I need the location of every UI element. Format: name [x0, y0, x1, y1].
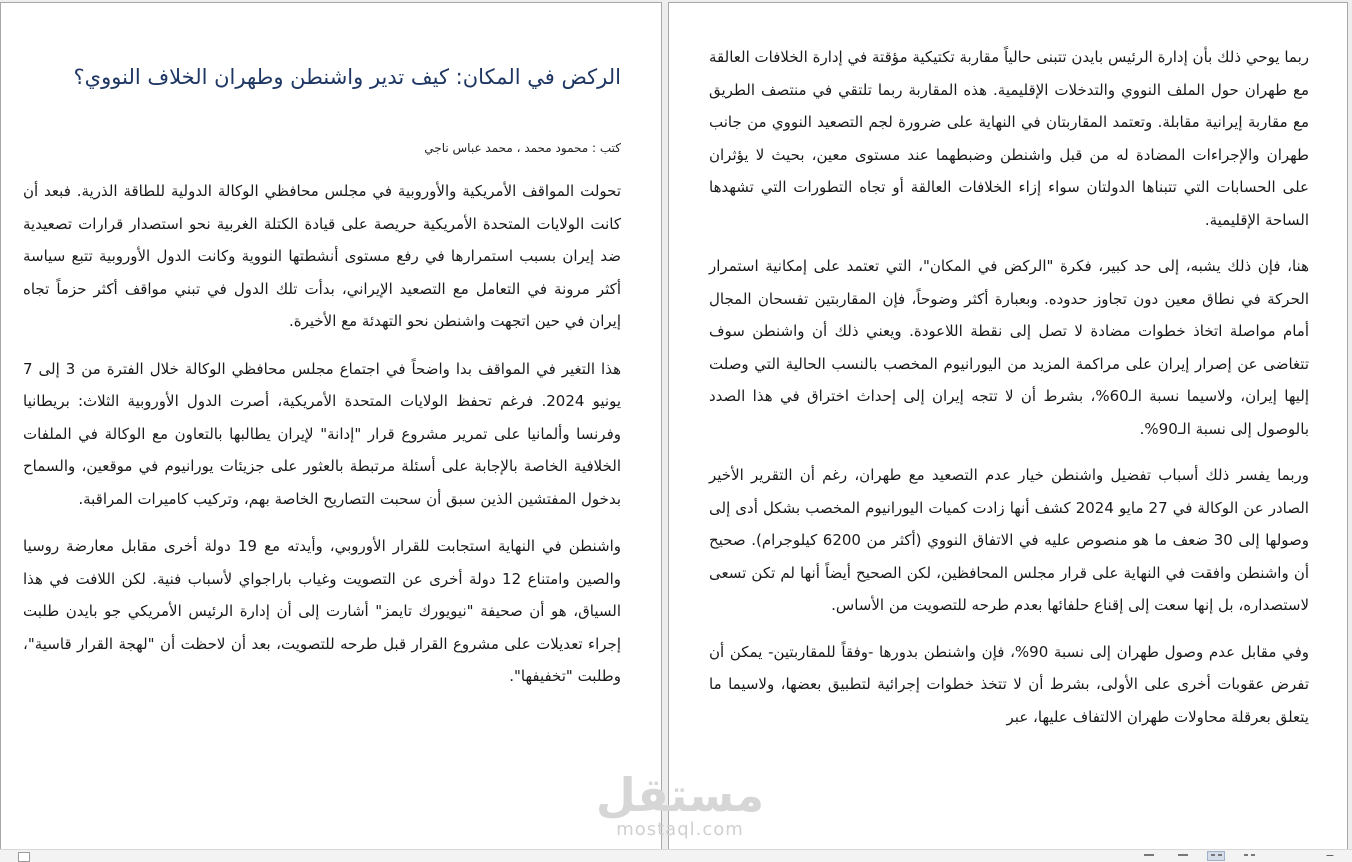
watermark-logo: مستقل	[595, 768, 765, 822]
document-page-left	[0, 2, 662, 850]
watermark-url: mostaql.com	[616, 819, 744, 840]
view-glyph	[1218, 854, 1222, 862]
view-glyph	[1144, 854, 1154, 862]
status-page-icon[interactable]	[18, 852, 30, 862]
status-bar	[0, 849, 1352, 862]
body-paragraph: هنا، فإن ذلك يشبه، إلى حد كبير، فكرة "الركض في المكان"، التي تعتمد على إمكانية استمرار الحركة في نطاق معين دون تجاوز حدوده. وبعبارة أكثر وضوحاً، فإن المقاربتين تفسحان المجال أمام مواصلة اتخاذ خطوات مضادة لا تصل إلى نقطة اللاعودة. ويعني ذلك أن واشنطن سوف تتغاضى عن إصرار إيران على مراكمة المزيد من اليورانيوم المخصب بالنسب الحالية التي وصلت إليها إيران، ولاسيما نسبة الـ60%، بشرط أن لا تتجه إيران إلى إحداث اختراق في هذا الصدد بالوصول إلى نسبة الـ90%.	[709, 257, 1309, 438]
body-paragraph: وربما يفسر ذلك أسباب تفضيل واشنطن خيار عدم التصعيد مع طهران، رغم أن التقرير الأخير الصادر عن الوكالة في 27 مايو 2024 كشف أنها زادت كميات اليورانيوم المخصب بشكل أدى إلى وصولها إلى 30 ضعف ما هو منصوص عليه في الاتفاق النووي (أكثر من 6200 كيلوجرام). صحيح أن واشنطن وافقت في النهاية على قرار مجلس المحافظين، لكن الصحيح أيضاً أنها لم تكن تسعى لاستصداره، بل إنها سعت إلى إقناع حلفائها بعدم طرحه للتصويت من الأساس.	[709, 466, 1309, 614]
page-left-content	[23, 3, 621, 693]
body-paragraph: تحولت المواقف الأمريكية والأوروبية في مجلس محافظي الوكالة الدولية للطاقة الذرية. فبعد أن كانت الولايات المتحدة الأمريكية حريصة على قيادة الكتلة الغربية نحو استصدار قرارات تصعيدية ضد إيران بسبب استمرارها في رفع مستوى أنشطتها النووية وكانت الدول الأوروبية تتبع سياسة أكثر مرونة في التعامل مع التصعيد الإيراني، بدأت تلك الدول في تبني مواقف أكثر حزماً تجاه إيران في حين اتجهت واشنطن نحو التهدئة مع الأخيرة.	[23, 182, 621, 330]
web-layout-view-icon[interactable]	[1240, 851, 1258, 861]
view-glyph	[1178, 854, 1188, 862]
article-title: الركض في المكان: كيف تدير واشنطن وطهران الخلاف النووي؟	[73, 65, 621, 89]
article-byline: كتب : محمود محمد ، محمد عباس ناجي	[424, 141, 621, 155]
page-right-content	[709, 3, 1309, 733]
body-paragraph: واشنطن في النهاية استجابت للقرار الأوروبي، وأيدته مع 19 دولة أخرى مقابل معارضة روسيا والصين وامتناع 12 دولة أخرى عن التصويت وغياب باراجواي لأسباب فنية. لكن اللافت في هذا السياق، هو أن صحيفة "نيويورك تايمز" أشارت إلى أن إدارة الرئيس الأمريكي جو بايدن طلبت إجراء تعديلات على مشروع القرار قبل طرحه للتصويت، بعد أن لاحظت أن "لهجة القرار قاسية"، وطلبت "تخفيفها".	[23, 537, 621, 685]
zoom-out-icon[interactable]: −	[1325, 849, 1335, 862]
body-paragraph: هذا التغير في المواقف بدا واضحاً في اجتماع مجلس محافظي الوكالة خلال الفترة من 3 إلى 7 يونيو 2024. فرغم تحفظ الولايات المتحدة الأمريكية، أصرت الدول الأوروبية الثلاث: بريطانيا وفرنسا وألمانيا على تمرير مشروع قرار "إدانة" لإيران يطالبها بالتعاون مع الوكالة في الملفات الخلافية الخاصة بالإجابة على أسئلة مرتبطة بالعثور على جزيئات يورانيوم في موقعين، والسماح بدخول المفتشين الذين سبق أن سحبت التصاريح الخاصة بهم، وتركيب كاميرات المراقبة.	[23, 359, 621, 508]
multi-page-view-icon[interactable]	[1207, 851, 1225, 861]
view-glyph	[1211, 854, 1215, 862]
body-paragraph: وفي مقابل عدم وصول طهران إلى نسبة 90%، فإن واشنطن بدورها -وفقاً للمقاربتين- يمكن أن تفرض عقوبات أخرى على الأولى، بشرط أن لا تتخذ خطوات إجرائية لتطبيق بعضها، ولاسيما ما يتعلق بعرقلة محاولات طهران الالتفاف عليها، عبر	[709, 642, 1310, 726]
view-glyph	[1251, 854, 1255, 862]
print-layout-view-icon[interactable]	[1174, 851, 1192, 861]
document-page-right	[668, 2, 1348, 850]
view-glyph	[1244, 854, 1248, 862]
body-paragraph: ربما يوحي ذلك بأن إدارة الرئيس بايدن تتبنى حالياً مقاربة تكتيكية مؤقتة في إدارة الخلافات العالقة مع طهران حول الملف النووي والتدخلات الإقليمية. هذه المقاربة ربما تلتقي في منتصف الطريق مع مقاربة إيرانية مقابلة. وتعتمد المقاربتان في النهاية على ضرورة لجم التصعيد النووي من جانب طهران والإجراءات المضادة له من قبل واشنطن وضبطهما عند مستوى معين، بحيث لا يؤثران على الحسابات التي تتبناها الدولتان سواء إزاء الخلافات العالقة أو تجاه التطورات التي تشهدها الساحة الإقليمية.	[709, 48, 1309, 229]
read-mode-view-icon[interactable]	[1140, 851, 1158, 861]
